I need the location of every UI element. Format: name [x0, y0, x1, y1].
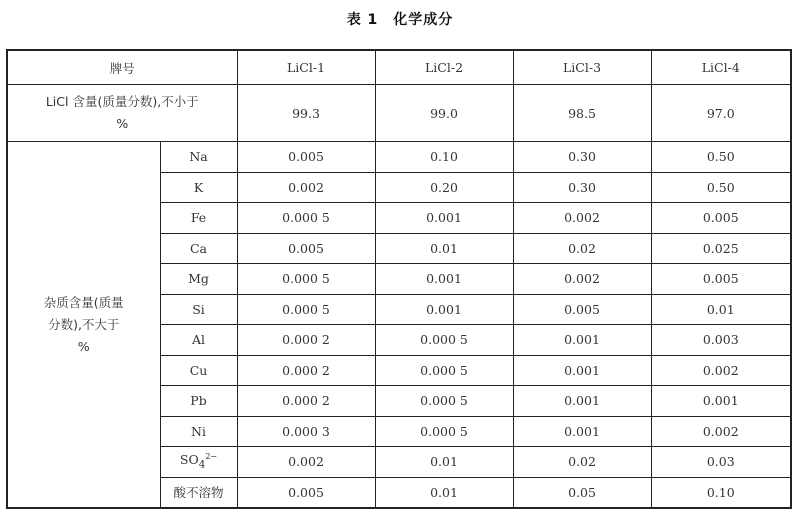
impurity-element-name: SO — [179, 452, 199, 468]
header-grade-3: LiCl-3 — [513, 50, 651, 85]
impurity-value-4: 0.10 — [651, 477, 791, 508]
impurity-element-name: Ca — [189, 240, 208, 256]
impurity-value-4: 0.50 — [651, 172, 791, 203]
impurity-value-1: 0.000 5 — [237, 203, 375, 234]
impurity-value-4: 0.03 — [651, 447, 791, 478]
impurity-element-name: Mg — [188, 271, 209, 287]
impurity-value-4: 0.001 — [651, 386, 791, 417]
impurity-element — [160, 386, 237, 417]
impurity-value-3: 0.001 — [513, 325, 651, 356]
licl-content-row — [7, 85, 791, 142]
impurity-value-2: 0.001 — [375, 294, 513, 325]
impurity-element — [160, 325, 237, 356]
impurity-element — [160, 416, 237, 447]
impurity-value-3: 0.02 — [513, 233, 651, 264]
table-caption: 表 1 化学成分 — [346, 12, 454, 28]
impurity-element — [160, 203, 237, 234]
impurity-value-1: 0.000 3 — [237, 416, 375, 447]
impurity-value-1: 0.002 — [237, 172, 375, 203]
impurity-value-1: 0.005 — [237, 477, 375, 508]
impurity-value-4: 0.002 — [651, 416, 791, 447]
impurity-value-4: 0.50 — [651, 142, 791, 173]
impurity-label-line3: % — [77, 338, 90, 354]
chemical-composition-table — [6, 49, 792, 509]
impurity-value-2: 0.01 — [375, 477, 513, 508]
impurity-value-2: 0.001 — [375, 203, 513, 234]
impurity-value-1: 0.002 — [237, 447, 375, 478]
impurity-value-3: 0.001 — [513, 386, 651, 417]
impurity-value-2: 0.20 — [375, 172, 513, 203]
impurity-value-1: 0.000 5 — [237, 294, 375, 325]
impurity-element — [160, 142, 237, 173]
impurity-value-2: 0.01 — [375, 233, 513, 264]
impurity-value-3: 0.05 — [513, 477, 651, 508]
impurity-element — [160, 172, 237, 203]
impurity-value-1: 0.005 — [237, 233, 375, 264]
impurity-value-4: 0.005 — [651, 203, 791, 234]
licl-value-4: 97.0 — [651, 85, 791, 142]
impurity-element-name: Al — [191, 332, 206, 348]
impurity-value-4: 0.01 — [651, 294, 791, 325]
impurity-value-1: 0.000 2 — [237, 325, 375, 356]
impurity-element-name: K — [193, 179, 204, 195]
impurity-element-subscript: 4 — [198, 459, 206, 472]
licl-content-label — [7, 85, 237, 142]
impurity-value-3: 0.30 — [513, 142, 651, 173]
impurity-value-2: 0.001 — [375, 264, 513, 295]
header-row — [7, 50, 791, 85]
impurity-element — [160, 264, 237, 295]
impurity-value-2: 0.000 5 — [375, 386, 513, 417]
impurity-rows — [7, 142, 791, 509]
header-grade-2: LiCl-2 — [375, 50, 513, 85]
impurity-value-4: 0.003 — [651, 325, 791, 356]
impurity-value-3: 0.001 — [513, 355, 651, 386]
impurity-element-name: Na — [189, 149, 208, 165]
impurity-element-name: Ni — [191, 423, 206, 439]
impurity-value-2: 0.000 5 — [375, 416, 513, 447]
licl-value-2: 99.0 — [375, 85, 513, 142]
impurity-value-4: 0.002 — [651, 355, 791, 386]
impurity-content-label — [7, 142, 160, 509]
impurity-element — [160, 355, 237, 386]
impurity-value-3: 0.002 — [513, 203, 651, 234]
impurity-element-name: Pb — [190, 393, 207, 409]
impurity-element — [160, 477, 237, 508]
impurity-value-3: 0.02 — [513, 447, 651, 478]
licl-value-1: 99.3 — [237, 85, 375, 142]
impurity-value-4: 0.005 — [651, 264, 791, 295]
impurity-element-name: Fe — [190, 210, 207, 226]
impurity-element — [160, 447, 237, 478]
impurity-value-1: 0.005 — [237, 142, 375, 173]
impurity-value-3: 0.005 — [513, 294, 651, 325]
impurity-value-1: 0.000 2 — [237, 355, 375, 386]
impurity-element-name: 酸不溶物 — [173, 485, 224, 501]
licl-label-unit: % — [116, 116, 129, 131]
impurity-element — [160, 233, 237, 264]
impurity-value-4: 0.025 — [651, 233, 791, 264]
impurity-value-2: 0.10 — [375, 142, 513, 173]
header-grade-4: LiCl-4 — [651, 50, 791, 85]
impurity-element — [160, 294, 237, 325]
impurity-row — [7, 142, 791, 173]
impurity-value-3: 0.001 — [513, 416, 651, 447]
header-grade-1: LiCl-1 — [237, 50, 375, 85]
licl-label-line1: LiCl 含量(质量分数),不小于 — [45, 94, 199, 109]
header-grade: 牌号 — [7, 50, 237, 85]
impurity-element-name: Si — [192, 301, 205, 317]
impurity-value-2: 0.000 5 — [375, 355, 513, 386]
impurity-element-superscript: 2− — [205, 452, 218, 462]
impurity-value-3: 0.002 — [513, 264, 651, 295]
licl-value-3: 98.5 — [513, 85, 651, 142]
impurity-value-1: 0.000 5 — [237, 264, 375, 295]
impurity-value-2: 0.01 — [375, 447, 513, 478]
impurity-value-2: 0.000 5 — [375, 325, 513, 356]
impurity-element-name: Cu — [189, 362, 208, 378]
impurity-value-3: 0.30 — [513, 172, 651, 203]
impurity-value-1: 0.000 2 — [237, 386, 375, 417]
impurity-label-line1: 杂质含量(质量 — [43, 294, 124, 310]
impurity-label-line2: 分数),不大于 — [48, 316, 120, 332]
